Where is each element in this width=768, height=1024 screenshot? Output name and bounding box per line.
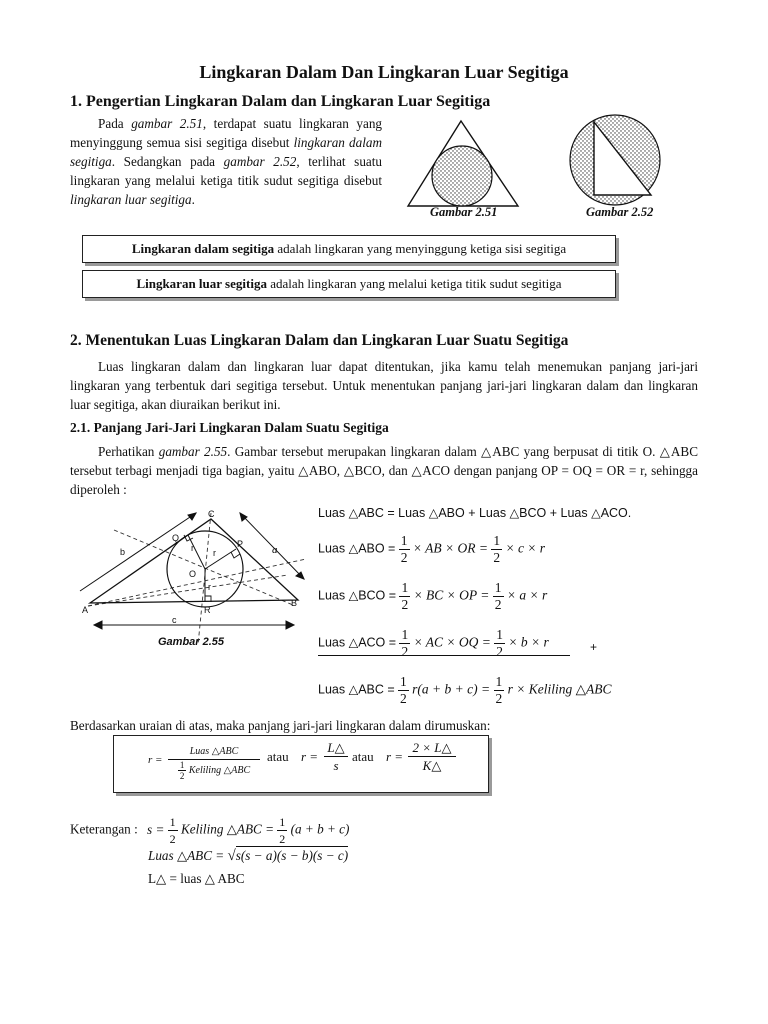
equation-luas-abc-result: Luas △ABC = $\frac{1}{2}$ r(a + b + c) = $\frac{1}{2}$ r × Keliling △ABC bbox=[318, 674, 612, 706]
formula-2-denominator: s bbox=[333, 758, 339, 773]
subsection-2-1-paragraph: Perhatikan gambar 2.55. Gambar tersebut merupakan lingkaran dalam △ABC yang berpusat di titik O. △ABC tersebut terbagi menjadi tiga bagian, yaitu △ABO, △BCO, dan △ACO dengan panjang OP = OQ = OR = r, sehingga diperoleh : bbox=[70, 444, 699, 497]
equation-luas-bco: Luas △BCO = $\frac{1}{2}$ × BC × OP = $\frac{1}{2}$ × a × r bbox=[318, 580, 548, 612]
figure-2-52 bbox=[566, 112, 666, 208]
caption-gambar-2-52: Gambar 2.52 bbox=[586, 205, 654, 219]
section-1-paragraph: Pada gambar 2.51, terdapat suatu lingkaran yang menyinggung semua sisi segitiga disebut lingkaran dalam segitiga. Sedangkan pada gambar 2.52, terlihat suatu lingkaran yang melalui ketiga titik sudut segitiga disebut lingkaran luar segitiga. bbox=[70, 116, 383, 207]
page-title: Lingkaran Dalam Dan Lingkaran Luar Segitiga bbox=[199, 62, 569, 82]
label-vertex-c: C bbox=[208, 509, 215, 519]
figure-2-51 bbox=[400, 118, 530, 208]
label-vertex-a: A bbox=[82, 605, 89, 615]
caption-gambar-2-51: Gambar 2.51 bbox=[430, 205, 498, 219]
keterangan-l-delta: L△ = luas △ ABC bbox=[148, 871, 245, 886]
formula-1-denominator: Keliling △ABC bbox=[188, 764, 251, 776]
keterangan-luas-heron: Luas △ABC = √s(s − a)(s − b)(s − c) bbox=[148, 848, 349, 864]
formula-box: r = Luas △ABC $\frac{1}{2}$ Keliling △ABC atau r = $\frac{L\triangle}{s}$ atau r = $\frac{2 \times L\triangle}{K\triangle}$ bbox=[113, 735, 489, 793]
sum-rule-line bbox=[318, 655, 570, 656]
label-point-p: P bbox=[237, 539, 244, 549]
formula-3-lhs: r = bbox=[386, 749, 404, 764]
plus-sign: + bbox=[590, 640, 598, 654]
label-radius-r-1: r bbox=[191, 543, 194, 553]
equation-luas-abc-sum: Luas △ABC = Luas △ABO + Luas △BCO + Luas △ACO. bbox=[318, 506, 632, 520]
atau-1: atau bbox=[267, 749, 289, 764]
formula-2-lhs: r = bbox=[301, 749, 319, 764]
section-2-heading: 2. Menentukan Luas Lingkaran Dalam dan Lingkaran Luar Suatu Segitiga bbox=[70, 332, 569, 349]
definition-box-inner-circle: Lingkaran dalam segitiga adalah lingkaran yang menyinggung ketiga sisi segitiga bbox=[82, 235, 616, 263]
atau-2: atau bbox=[352, 749, 374, 764]
label-radius-r-3: r bbox=[208, 582, 211, 592]
label-point-o: O bbox=[189, 569, 197, 579]
equation-luas-abo: Luas △ABO = $\frac{1}{2}$ × AB × OR = $\frac{1}{2}$ × c × r bbox=[318, 533, 546, 565]
formula-3-numerator: 2 × L△ bbox=[408, 740, 456, 757]
formula-3-denominator: K△ bbox=[422, 758, 442, 773]
formula-2-numerator: L△ bbox=[324, 740, 348, 757]
conclusion-text: Berdasarkan uraian di atas, maka panjang jari-jari lingkaran dalam dirumuskan: bbox=[70, 718, 491, 733]
keterangan-s: Keterangan : s = $\frac{1}{2}$ Keliling △ABC = $\frac{1}{2}$ (a + b + c) bbox=[70, 815, 350, 846]
label-vertex-b: B bbox=[291, 598, 298, 608]
definition-box-outer-circle: Lingkaran luar segitiga adalah lingkaran yang melalui ketiga titik sudut segitiga bbox=[82, 270, 616, 298]
subsection-2-1-heading: 2.1. Panjang Jari-Jari Lingkaran Dalam Suatu Segitiga bbox=[70, 420, 389, 435]
caption-gambar-2-55: Gambar 2.55 bbox=[158, 636, 225, 648]
label-side-a: a bbox=[272, 544, 278, 556]
equation-luas-aco: Luas △ACO = $\frac{1}{2}$ × AC × OQ = $\frac{1}{2}$ × b × r bbox=[318, 627, 549, 659]
section-1-heading: 1. Pengertian Lingkaran Dalam dan Lingkaran Luar Segitiga bbox=[70, 93, 491, 110]
label-point-q: Q bbox=[172, 533, 180, 543]
formula-1-numerator: Luas △ABC bbox=[168, 745, 260, 760]
label-side-c: c bbox=[172, 615, 177, 625]
label-side-b: b bbox=[120, 547, 126, 557]
label-point-r: R bbox=[204, 605, 211, 615]
section-2-paragraph: Luas lingkaran dalam dan lingkaran luar dapat ditentukan, jika kamu telah menemukan panjang jari-jari lingkaran yang terbentuk dari segitiga tersebut. Untuk menentukan panjang jari-jari lingkaran dalam dan lingkaran luar segitiga, akan diuraikan berikut ini. bbox=[70, 359, 698, 412]
label-radius-r-2: r bbox=[213, 548, 216, 558]
